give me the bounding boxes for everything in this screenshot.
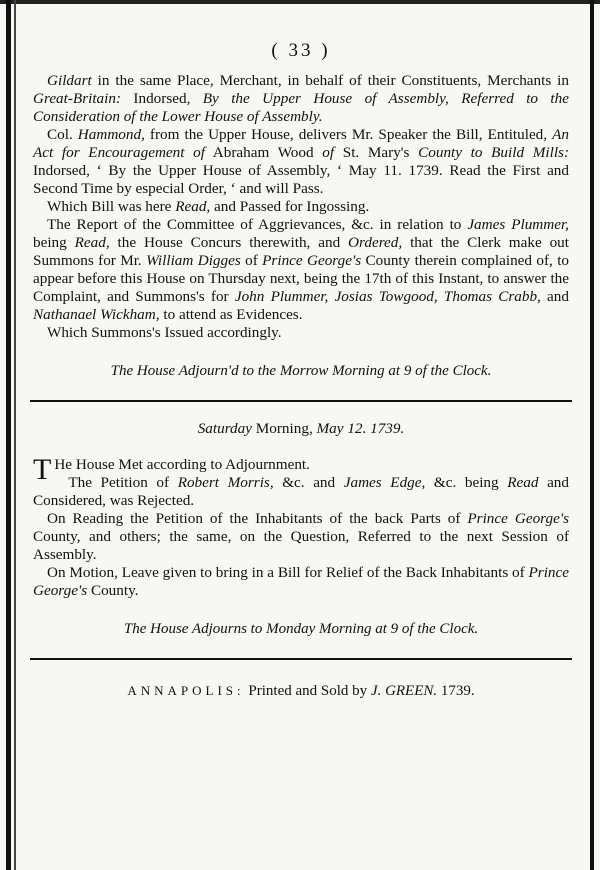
text-run: James Edge, [343, 474, 426, 491]
imprint-printer: J. GREEN. [370, 683, 438, 699]
text-run: Which Summons's Issued accordingly. [47, 324, 282, 341]
text-run: On Motion, Leave given to bring in a Bill for Relief of the Back Inhabitants of [47, 564, 529, 581]
paragraph [33, 198, 569, 216]
text-run: St. Mary's [334, 144, 419, 161]
text-run: Robert Morris, [177, 474, 274, 491]
imprint-year: 1739. [437, 683, 475, 699]
paragraph [33, 216, 569, 324]
imprint-city: ANNAPOLIS: [127, 683, 245, 698]
text-run: He House Met according to Adjournment. [54, 456, 310, 473]
text-run: to attend as Evidences. [159, 306, 303, 323]
text-run: of [322, 144, 335, 161]
text-run: Hammond, [77, 126, 145, 143]
paragraph [33, 474, 569, 510]
text-run: Prince George's [262, 252, 362, 269]
text-run: and Considered, was Rejected. [33, 474, 569, 509]
text-run: being [33, 234, 75, 251]
section-divider-1 [30, 400, 572, 402]
text-run: James Plummer, [467, 216, 569, 233]
drop-cap: T [33, 453, 52, 486]
text-run: Nathanael Wickham, [33, 306, 160, 323]
text-run: in the same Place, Merchant, in behalf of their Constituents, Merchants in [91, 72, 569, 89]
text-run: Abraham Wood [204, 144, 323, 161]
page-top-edge [0, 0, 600, 4]
text-run: John Plummer, Josias Towgood, Thomas Crabb, [234, 288, 541, 305]
text-run: County therein complained of, to appear before this House on Thursday next, being the 17th of this Instant, to answer the Complaint, and Summons's for [33, 252, 570, 305]
page-right-edge [590, 0, 594, 870]
text-run: County, and others; the same, on the Question, Referred to the next Session of Assembly. [33, 528, 569, 563]
text-run: Read [507, 474, 539, 491]
text-run: Gildart [47, 72, 92, 89]
paragraph [33, 510, 569, 564]
paragraph [33, 72, 569, 126]
text-run: &c. being [425, 474, 508, 491]
text-run: Col. [47, 126, 78, 143]
proceedings-section-2 [33, 453, 569, 600]
section-divider-2 [30, 658, 572, 660]
text-run: of [240, 252, 263, 269]
imprint-text: Printed and Sold by [244, 683, 371, 699]
text-run: Indorsed, [121, 90, 203, 107]
paragraph [33, 324, 569, 342]
session-date-value: May 12. 1739. [316, 420, 405, 437]
text-run: the House Concurs therewith, and [109, 234, 349, 251]
imprint [33, 682, 569, 700]
text-run: Read, [74, 234, 110, 251]
text-run: that the Clerk make out Summons for Mr. [33, 234, 569, 269]
binding-edge [6, 0, 11, 870]
text-run: Which Bill was here [47, 198, 176, 215]
binding-edge-inner [14, 0, 16, 870]
text-run: Prince George's [467, 510, 569, 527]
text-run: William Digges [146, 252, 241, 269]
text-run: The Petition of [68, 474, 178, 491]
text-run: and [540, 288, 569, 305]
paragraph [33, 126, 569, 198]
text-run: County to Build Mills: [418, 144, 570, 161]
text-run: On Reading the Petition of the Inhabitants of the back Parts of [47, 510, 468, 527]
text-run: County. [87, 582, 139, 599]
adjournment-notice-2: The House Adjourns to Monday Morning at 9 of the Clock. [123, 621, 479, 637]
text-run: Ordered, [348, 234, 403, 251]
text-run: &c. and [273, 474, 344, 491]
document-body [33, 42, 569, 700]
text-run: from the Upper House, delivers Mr. Speaker the Bill, Entituled, [144, 126, 553, 143]
adjournment-notice-1: The House Adjourn'd to the Morrow Morning at 9 of the Clock. [110, 363, 492, 379]
session-date [33, 420, 569, 438]
session-time: Morning, [251, 420, 317, 437]
text-run: Prince George's [33, 564, 569, 599]
paragraph [33, 564, 569, 600]
text-run: Read, [175, 198, 211, 215]
text-run: and Passed for Ingossing. [210, 198, 370, 215]
text-run: By the Upper House of Assembly, Referred to the Consideration of the Lower House of Assembly. [33, 90, 569, 125]
text-run: Indorsed, ‘ By the Upper House of Assembly, ‘ May 11. 1739. Read the First and Second Time by especial Order, ‘ and will Pass. [33, 162, 569, 197]
text-run: An Act for Encouragement of [33, 126, 569, 161]
page-number: ( 33 ) [271, 40, 331, 61]
session-day: Saturday [197, 420, 252, 437]
text-run: The Report of the Committee of Aggrievances, &c. in relation to [47, 216, 468, 233]
proceedings-section-1 [33, 72, 569, 342]
text-run: Great-Britain: [33, 90, 122, 107]
